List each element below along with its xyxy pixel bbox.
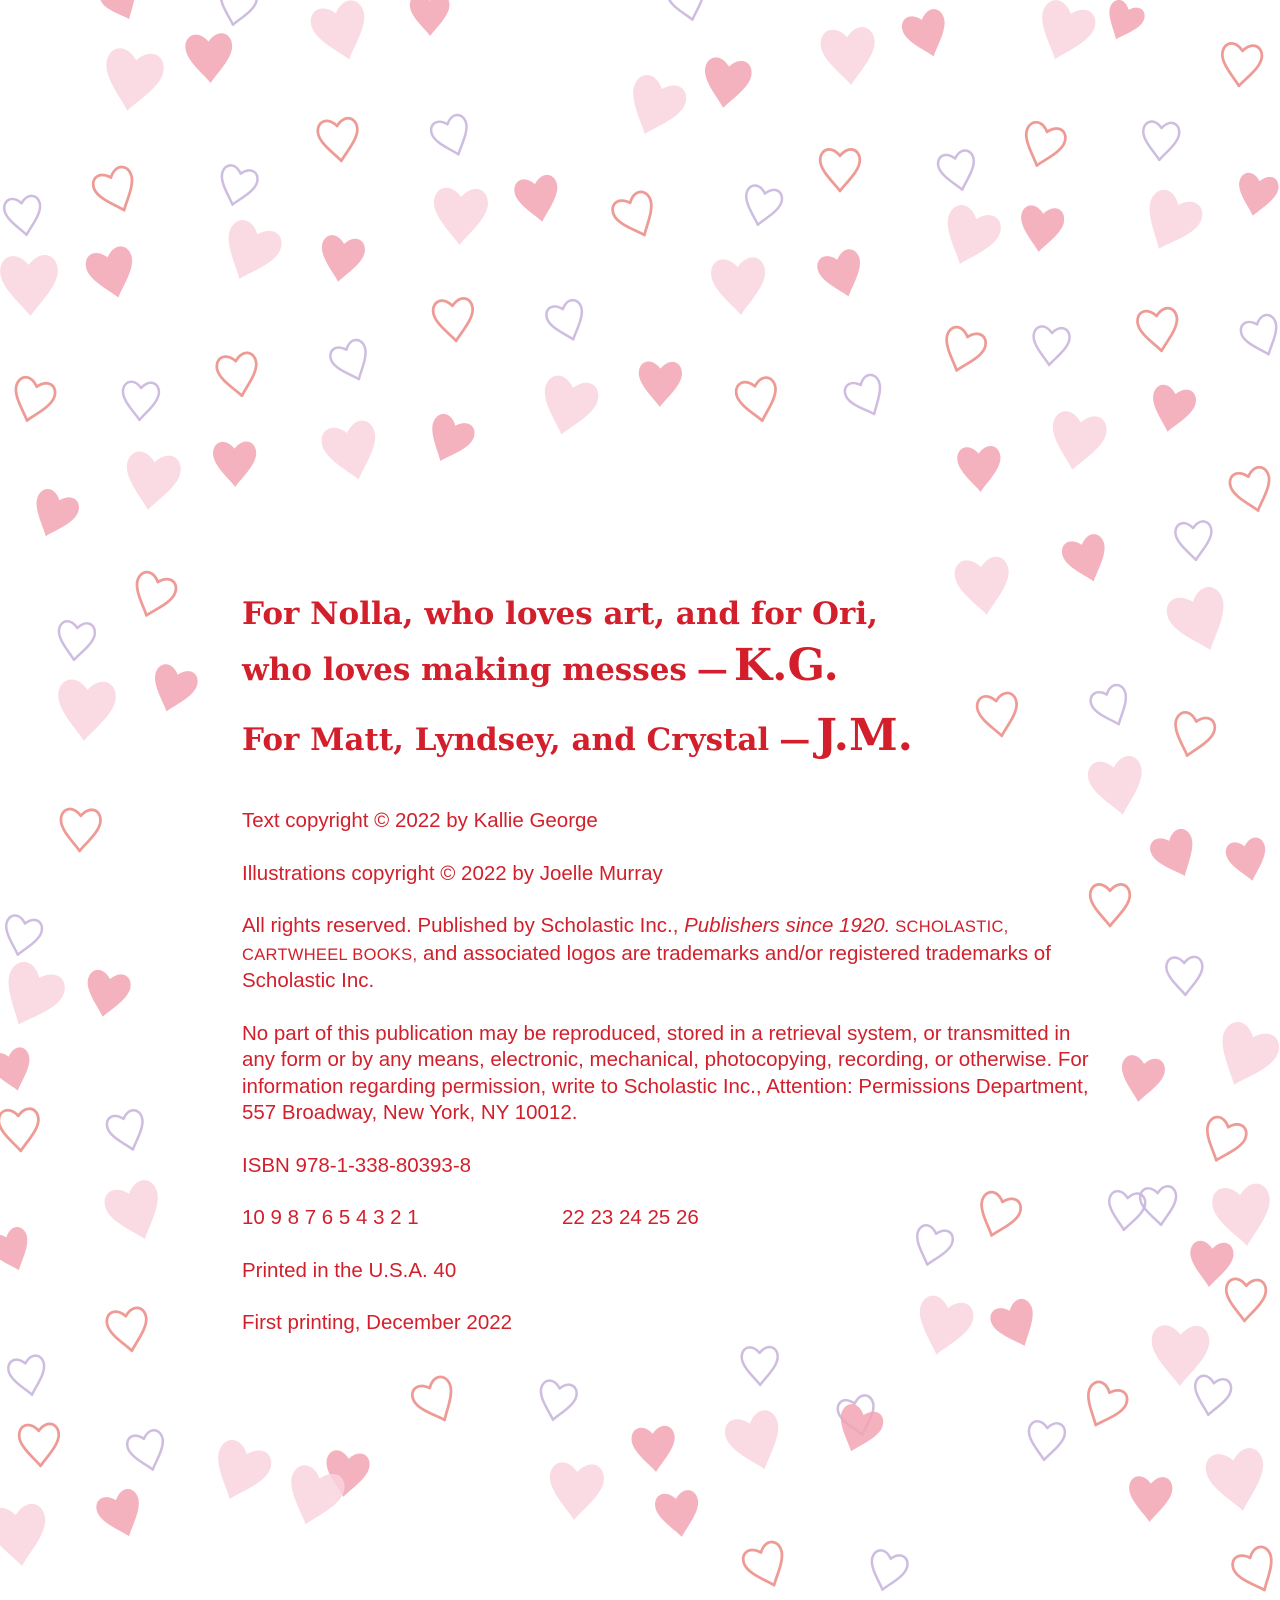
- heart-icon: [1228, 465, 1278, 516]
- heart-icon: [1134, 186, 1206, 260]
- heart-icon: [429, 113, 476, 161]
- heart-icon: [842, 372, 891, 421]
- heart-icon: [204, 1436, 275, 1508]
- heart-icon: [214, 216, 285, 289]
- heart-icon: [1090, 884, 1130, 926]
- heart-icon: [819, 26, 878, 87]
- heart-icon: [1175, 521, 1214, 562]
- heart-icon: [1207, 1018, 1280, 1096]
- copyright-page-content: [242, 588, 1092, 1363]
- heart-icon: [938, 325, 989, 377]
- heart-icon: [1030, 0, 1100, 68]
- heart-icon: [820, 149, 860, 191]
- heart-icon: [56, 620, 96, 661]
- illustrations-copyright: Illustrations copyright © 2022 by Joelle Murray: [242, 861, 663, 885]
- heart-icon: [215, 0, 258, 29]
- heart-icon: [215, 351, 261, 399]
- heart-icon: [0, 914, 44, 959]
- copyright-block: [242, 808, 1092, 1337]
- dedication-kg-line2: [242, 640, 1092, 696]
- heart-icon: [3, 195, 44, 238]
- heart-icon: [128, 570, 179, 622]
- heart-icon: [1210, 1182, 1275, 1250]
- heart-icon: [60, 809, 101, 852]
- heart-icon: [1100, 0, 1148, 46]
- heart-icon: [317, 234, 367, 286]
- printing-line: [242, 1205, 1092, 1232]
- heart-icon: [899, 7, 954, 63]
- first-printing: First printing, December 2022: [242, 1311, 513, 1334]
- heart-icon: [19, 1423, 61, 1467]
- heart-icon: [1136, 307, 1181, 354]
- heart-icon: [125, 1428, 170, 1474]
- year-numbers: 22 23 24 25 26: [562, 1206, 699, 1229]
- dedication-jm: [242, 710, 1092, 766]
- dedication-kg: [242, 588, 1092, 696]
- heart-icon: [1147, 826, 1205, 885]
- heart-icon: [1031, 326, 1070, 367]
- dedication-jm-initials: J.M.: [816, 710, 913, 761]
- heart-icon: [105, 1108, 150, 1155]
- permissions-notice: No part of this publication may be reproduced, stored in a retrieval system, or transmitted in any form or by any means, electronic, mechanical, photocopying, recording, or otherwise. For information regarding permission, write to Scholastic Inc., Attention: Permissions Department, 557 Broadway, New York, NY 10012.: [242, 1021, 1089, 1124]
- heart-icon: [26, 486, 83, 544]
- printed-in: Printed in the U.S.A. 40: [242, 1258, 457, 1282]
- heart-icon: [1168, 710, 1217, 760]
- printing-numbers: 10 9 8 7 6 5 4 3 2 1: [242, 1206, 419, 1229]
- heart-icon: [1017, 204, 1065, 254]
- heart-icon: [99, 46, 166, 116]
- publishers-since: Publishers since 1920.: [684, 914, 891, 937]
- heart-icon: [409, 1374, 462, 1428]
- heart-icon: [700, 56, 753, 111]
- heart-icon: [55, 679, 117, 743]
- heart-icon: [1146, 383, 1198, 436]
- heart-icon: [1059, 532, 1114, 588]
- dedication-kg-line1: For Nolla, who loves art, and for Ori,: [242, 596, 878, 632]
- heart-icon: [122, 381, 160, 421]
- heart-icon: [1018, 120, 1068, 171]
- heart-icon: [1191, 1375, 1233, 1418]
- heart-icon: [121, 450, 182, 514]
- heart-icon: [865, 1548, 910, 1594]
- heart-icon: [1086, 754, 1150, 820]
- heart-icon: [1238, 313, 1280, 361]
- heart-icon: [734, 376, 781, 425]
- heart-icon: [1203, 1446, 1271, 1516]
- heart-icon: [1026, 1420, 1066, 1461]
- heart-icon: [631, 1425, 678, 1474]
- heart-icon: [957, 446, 1003, 494]
- heart-icon: [146, 662, 201, 718]
- heart-icon: [740, 184, 784, 229]
- heart-icon: [740, 1539, 792, 1592]
- heart-icon: [535, 1379, 578, 1423]
- heart-icon: [1141, 121, 1180, 161]
- heart-icon: [0, 958, 69, 1037]
- heart-icon: [185, 33, 234, 85]
- heart-icon: [90, 164, 142, 217]
- heart-icon: [308, 0, 376, 67]
- trademark-names: SCHOLASTIC, CARTWHEEL BOOKS,: [242, 918, 1009, 964]
- heart-icon: [638, 361, 682, 407]
- heart-icon: [512, 173, 563, 226]
- heart-icon: [213, 441, 257, 487]
- heart-icon: [934, 202, 1004, 274]
- dedication-kg-line2-text: who loves making messes: [242, 652, 687, 688]
- heart-icon: [0, 1502, 51, 1569]
- heart-icon: [8, 375, 58, 426]
- heart-icon: [1128, 1476, 1173, 1523]
- heart-icon: [432, 298, 476, 343]
- heart-icon: [1219, 43, 1263, 88]
- heart-icon: [653, 1489, 703, 1541]
- heart-icon: [0, 255, 59, 317]
- heart-icon: [1225, 1278, 1267, 1322]
- heart-icon: [319, 418, 385, 486]
- dedication-kg-dash: —: [696, 652, 728, 688]
- heart-icon: [1166, 957, 1203, 996]
- heart-icon: [666, 0, 710, 24]
- heart-icon: [535, 373, 601, 441]
- heart-icon: [619, 71, 690, 143]
- dedication-jm-line: [242, 710, 1092, 766]
- dedication-kg-initials: K.G.: [733, 640, 839, 691]
- heart-icon: [432, 187, 488, 246]
- heart-icon: [609, 189, 662, 243]
- heart-icon: [1117, 1054, 1167, 1106]
- heart-icon: [936, 149, 980, 194]
- heart-icon: [1233, 171, 1280, 219]
- heart-icon: [328, 337, 376, 386]
- heart-icon: [82, 968, 133, 1021]
- heart-icon: [317, 117, 361, 163]
- heart-icon: [1163, 583, 1238, 660]
- heart-icon: [83, 244, 141, 304]
- heart-icon: [547, 1462, 605, 1522]
- heart-icon: [815, 247, 870, 303]
- heart-icon: [1046, 409, 1109, 474]
- heart-icon: [410, 0, 450, 36]
- dedication-jm-text: For Matt, Lyndsey, and Crystal: [242, 722, 770, 758]
- heart-icon: [721, 1407, 790, 1478]
- heart-icon: [1077, 1379, 1130, 1433]
- heart-icon: [544, 298, 590, 345]
- heart-icon: [420, 411, 477, 470]
- dedication-jm-dash: —: [779, 722, 811, 758]
- heart-icon: [101, 1177, 171, 1248]
- heart-icon: [1198, 1115, 1249, 1168]
- rights-reserved-notice: [242, 913, 1092, 995]
- heart-icon: [0, 1224, 37, 1277]
- heart-icon: [105, 1306, 151, 1354]
- heart-icon: [97, 0, 146, 27]
- isbn: ISBN 978-1-338-80393-8: [242, 1153, 472, 1177]
- text-copyright: Text copyright © 2022 by Kallie George: [242, 809, 598, 832]
- heart-icon: [93, 1486, 149, 1543]
- heart-icon: [215, 163, 260, 209]
- heart-icon: [0, 1045, 37, 1095]
- heart-icon: [710, 257, 768, 317]
- heart-icon: [1229, 1544, 1280, 1598]
- heart-icon: [1224, 836, 1272, 885]
- heart-icon: [7, 1354, 50, 1398]
- rights-part2: and associated logos are trademarks and/or registered trademarks of Scholastic Inc.: [242, 941, 1051, 992]
- rights-part1: All rights reserved. Published by Scholastic Inc.,: [242, 914, 685, 937]
- heart-icon: [0, 1108, 41, 1152]
- heart-icon: [1088, 682, 1136, 731]
